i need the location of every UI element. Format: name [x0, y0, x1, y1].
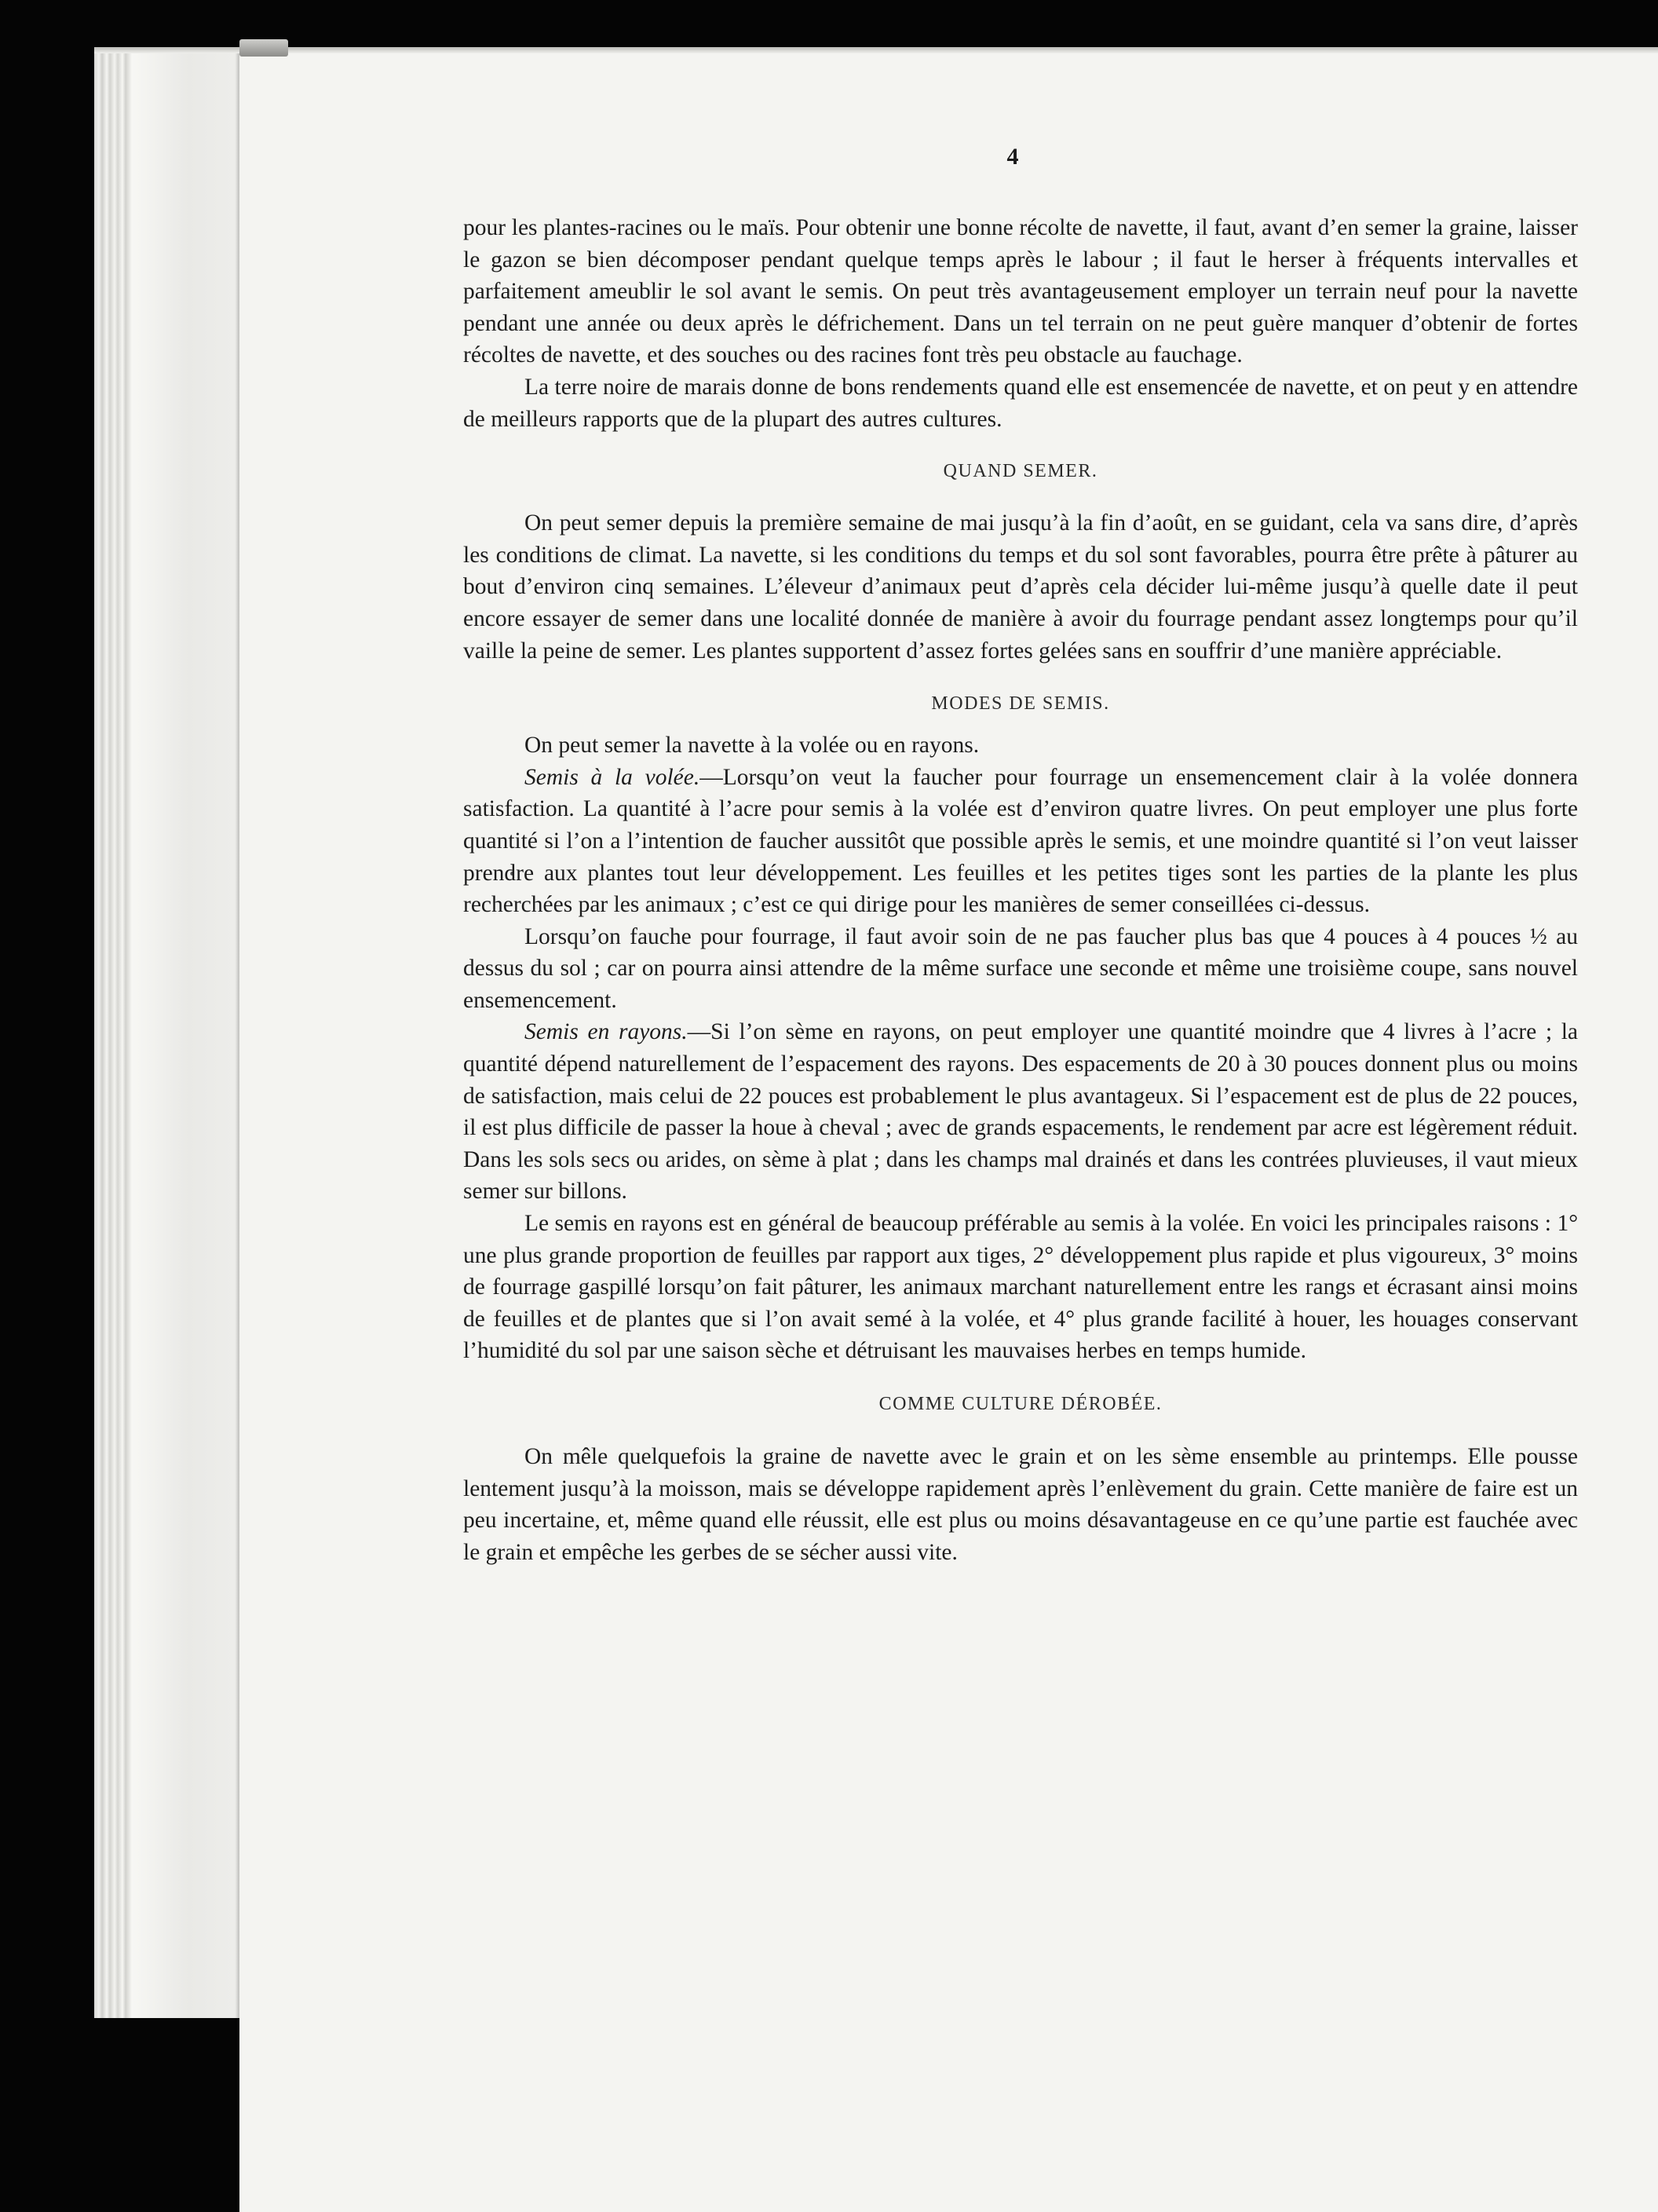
paragraph-fauche: Lorsqu’on fauche pour fourrage, il faut avoir soin de ne pas faucher plus bas que 4 pouces à 4 pouces ½ au dessus du sol ; car on pourra ainsi attendre de la même surface une seconde et même une troisième coupe, sans nouvel ensemencement.: [463, 923, 1578, 1013]
page-number: 4: [1006, 144, 1019, 170]
paragraph-quand-semer: On peut semer depuis la première semaine de mai jusqu’à la fin d’août, en se guidant, cela va sans dire, d’après les conditions de climat. La navette, si les conditions du temps et du sol sont favorables, pourra être prête à pâturer au bout d’environ cinq semaines. L’éleveur d’animaux peut d’après cela décider lui-même jusqu’à quelle date il peut encore essayer de semer dans une localité donnée de manière à avoir du fourrage pendant assez longtemps pour qu’il vaille la peine de semer. Les plantes supportent d’assez fortes gelées sans en souffrir d’une manière appréciable.: [463, 510, 1578, 664]
lead-semis-volee: Semis à la volée.: [524, 764, 700, 790]
page-top-edge: [94, 47, 1658, 53]
heading-quand-semer: QUAND SEMER.: [943, 461, 1098, 482]
paragraph-semis-rayons: [463, 1016, 1578, 1208]
binder-clip: [239, 39, 288, 57]
paragraph-raisons: Le semis en rayons est en général de beaucoup préférable au semis à la volée. En voici les principales raisons : 1° une plus grande proportion de feuilles par rapport aux tiges, 2° développement plus rapide et plus vigoureux, 3° moins de fourrage gaspillé lorsqu’on fait pâturer, les animaux marchant naturellement entre les rangs et écrasant ainsi moins de feuilles et de plantes que si l’on avait semé à la volée, et 4° plus grande facilité à houer, les houages conservant l’humidité du sol par une saison sèche et détruisant les mauvaises herbes en temps humide.: [463, 1211, 1578, 1364]
heading-culture-derobee: COMME CULTURE DÉROBÉE.: [878, 1394, 1163, 1414]
paragraph-marais: La terre noire de marais donne de bons rendements quand elle est ensemencée de navette, et on peut y en attendre de meilleurs rapports que de la plupart des autres cultures.: [463, 374, 1578, 432]
text-semis-volee: —Lorsqu’on veut la faucher pour fourrage un ensemencement clair à la volée donnera satisfaction. La quantité à l’acre pour semis à la volée est d’environ quatre livres. On peut employer une plus forte quantité si l’on a l’intention de faucher aussitôt que possible après le semis, et une moindre quantité si l’on veut laisser prendre aux plantes tout leur développement. Les feuilles et les petites tiges sont les parties de la plante les plus recherchées par les animaux ; c’est ce qui dirige pour les manières de semer conseillées ci-dessus.: [463, 764, 1579, 918]
paragraph-semis-volee: [463, 762, 1578, 921]
paragraph-modes-intro: On peut semer la navette à la volée ou en rayons.: [524, 733, 980, 759]
text-semis-rayons: —Si l’on sème en rayons, on peut employer une quantité moindre que 4 livres à l’acre ; la quantité dépend naturellement de l’espacement des rayons. Des espacements de 20 à 30 pouces donnent plus ou moins de satisfaction, mais celui de 22 pouces est probablement le plus avantageux. Si l’espacement est de plus de 22 pouces, il est plus difficile de passer la houe à cheval ; avec de grands espacements, le rendement par acre est légèrement réduit. Dans les sols secs ou arides, on sème à plat ; dans les champs mal drainés et dans les contrées pluvieuses, il vaut mieux semer sur billons.: [463, 1019, 1578, 1205]
paragraph-continuation: pour les plantes-racines ou le maïs. Pour obtenir une bonne récolte de navette, il faut, avant d’en semer la graine, laisser le gazon se bien décomposer pendant quelque temps après le labour ; il faut le herser à fréquents intervalles et parfaitement ameublir le sol avant le semis. On peut très avantageusement employer un terrain neuf pour la navette pendant une année ou deux après le défrichement. Dans un tel terrain on ne peut guère manquer d’obtenir de fortes récoltes de navette, et des souches ou des racines font très peu obstacle au fauchage.: [463, 215, 1578, 368]
paragraph-culture-derobee: On mêle quelquefois la graine de navette avec le grain et on les sème ensemble au printemps. Elle pousse lentement jusqu’à la moisson, mais se développe rapidement après l’enlèvement du grain. Cette manière de faire est un peu incertaine, et, même quand elle réussit, elle est plus ou moins désavantageuse en ce qu’une partie est fauchée avec le grain et empêche les gerbes de se sécher aussi vite.: [463, 1444, 1578, 1565]
heading-modes-de-semis: MODES DE SEMIS.: [931, 693, 1110, 715]
body-text: [463, 212, 1578, 1568]
lead-semis-rayons: Semis en rayons.: [524, 1019, 688, 1045]
